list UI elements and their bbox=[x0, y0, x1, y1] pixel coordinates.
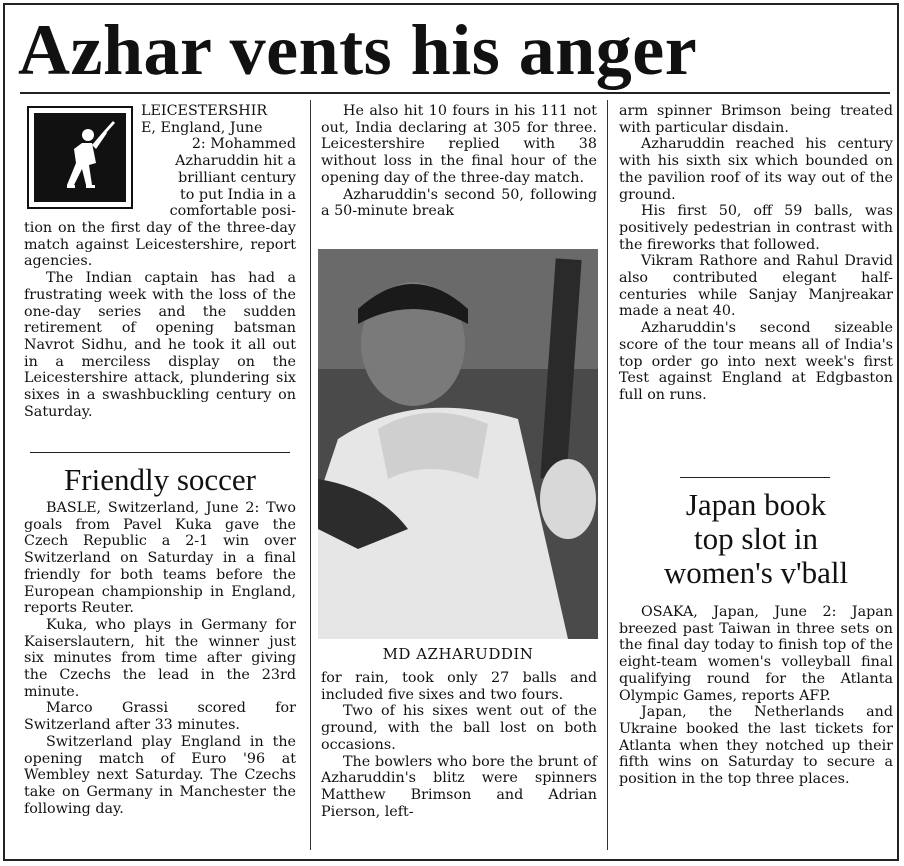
soccer-paragraph-4: Switzerland play England in the opening match of Euro '96 at Wembley next Saturday. The Czechs take on Germany in Manchester the following day. bbox=[24, 733, 296, 817]
japan-paragraph-2: Japan, the Netherlands and Ukraine booked the last tickets for Atlanta when they notched up their fifth wins on Saturday to secure a position in the top three places. bbox=[619, 704, 893, 788]
headline-rule bbox=[20, 92, 890, 94]
col3-paragraph-3: His first 50, off 59 balls, was positively pedestrian in contrast with the fireworks that followed. bbox=[619, 203, 893, 253]
batsman-photo bbox=[318, 249, 598, 639]
col1-paragraph-2: The Indian captain has had a frustrating week with the loss of the one-day series and the sudden retirement of opening batsman Navrot Sidhu, and he took it all out in a merciless display on the Leicestershire attack, plundering six sixes in a swashbuckling century on Saturday. bbox=[24, 270, 296, 420]
soccer-paragraph-2: Kuka, who plays in Germany for Kaiserslautern, hit the winner just six minutes from time after giving the Czechs the lead in the 23rd minute. bbox=[24, 616, 296, 700]
intro-line-7: comfortable posi- bbox=[169, 203, 296, 220]
col3-paragraph-4: Vikram Rathore and Rahul Dravid also contributed elegant half-centuries while Sanjay Manjreakar made a neat 40. bbox=[619, 253, 893, 320]
soccer-paragraph-3: Marco Grassi scored for Switzerland after 33 minutes. bbox=[24, 700, 296, 734]
soccer-paragraph-1: BASLE, Switzerland, June 2: Two goals from Pavel Kuka gave the Czech Republic a 2-1 win over Switzerland on Saturday in a final friendly for both teams before the European championship in England, reports Reuter. bbox=[24, 500, 296, 617]
headline: Azhar vents his anger bbox=[18, 10, 698, 90]
column-divider-2 bbox=[607, 100, 608, 850]
intro-line-4: Azharuddin hit a bbox=[175, 153, 296, 170]
cricket-batsman-icon-graphic bbox=[34, 113, 126, 202]
cricket-batsman-icon bbox=[27, 106, 133, 209]
section-rule-japan bbox=[680, 477, 830, 478]
intro-line-2: E, England, June bbox=[141, 119, 263, 136]
intro-line-6: to put India in a bbox=[179, 186, 296, 203]
japan-title-line-3: women's v'ball bbox=[663, 555, 849, 590]
col3-paragraph-1: arm spinner Brimson being treated with particular disdain. bbox=[619, 103, 893, 136]
column-divider-1 bbox=[310, 100, 311, 850]
intro-line-1: LEICESTERSHIR bbox=[141, 103, 268, 119]
col2-paragraph-1: He also hit 10 fours in his 111 not out, India declaring at 305 for three. Leicestershire replied with 38 without loss in the final hour of the opening day of the three-day match. bbox=[321, 103, 597, 186]
col3-paragraph-2: Azharuddin reached his century with his sixth six which bounded on the pavilion roof of its way out of the ground. bbox=[619, 136, 893, 203]
col2-bottom bbox=[321, 670, 597, 820]
intro-rest: tion on the first day of the three-day match against Leicestershire, report agencies. bbox=[24, 220, 296, 270]
col1-soccer-body bbox=[24, 500, 296, 817]
col1-intro-narrow bbox=[141, 103, 296, 220]
photo-graphic bbox=[318, 249, 598, 639]
col2-paragraph-5: The bowlers who bore the brunt of Azharuddin's blitz were spinners Matthew Brimson and Adrian Pierson, left- bbox=[321, 753, 597, 820]
col2-paragraph-2: Azharuddin's second 50, following a 50-minute break bbox=[321, 186, 597, 220]
intro-line-5: brilliant century bbox=[178, 169, 296, 186]
col2-top bbox=[321, 103, 597, 220]
japan-title-line-1: Japan book bbox=[685, 487, 827, 522]
japan-title bbox=[617, 488, 895, 590]
col1-body bbox=[24, 220, 296, 420]
soccer-title: Friendly soccer bbox=[64, 462, 256, 497]
photo-caption: MD AZHARUDDIN bbox=[382, 645, 534, 663]
col3-japan-body bbox=[619, 604, 893, 788]
col2-paragraph-3: for rain, took only 27 balls and included five sixes and two fours. bbox=[321, 670, 597, 703]
col3-paragraph-5: Azharuddin's second sizeable score of the tour means all of India's top order go into next week's first Test against England at Edgbaston full on runs. bbox=[619, 320, 893, 403]
col3-top bbox=[619, 103, 893, 404]
japan-title-line-2: top slot in bbox=[693, 521, 818, 556]
col2-paragraph-4: Two of his sixes went out of the ground, with the ball lost on both occasions. bbox=[321, 703, 597, 753]
section-rule-soccer bbox=[30, 452, 290, 453]
japan-paragraph-1: OSAKA, Japan, June 2: Japan breezed past Taiwan in three sets on the final day today to finish top of the eight-team women's volleyball final qualifying round for the Atlanta Olympic Games, reports AFP. bbox=[619, 604, 893, 704]
intro-line-3: 2: Mohammed bbox=[191, 136, 296, 153]
